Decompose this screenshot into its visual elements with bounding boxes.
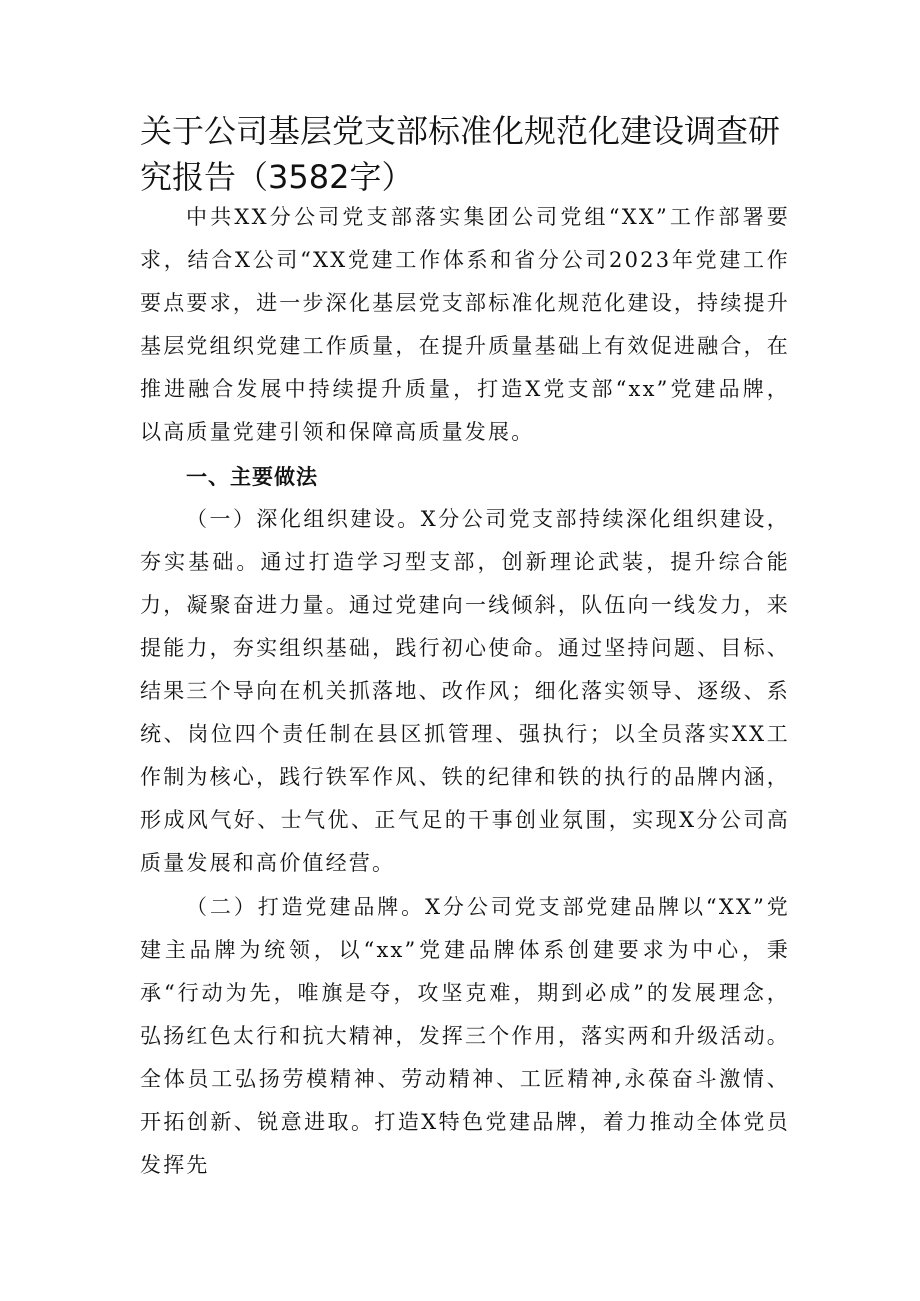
intro-paragraph: 中共XX分公司党支部落实集团公司党组“XX”工作部署要求，结合X公司“XX党建工作体系和省分公司2023年党建工作要点要求，进一步深化基层党支部标准化规范化建设，持续提升基层党组织党建工作质量，在提升质量基础上有效促进融合，在推进融合发展中持续提升质量，打造X党支部“xx”党建品牌，以高质量党建引领和保障高质量发展。 [140, 205, 790, 444]
section-heading-main-practices: 一、主要做法 [186, 465, 318, 489]
paragraph-organization-building: （一）深化组织建设。X分公司党支部持续深化组织建设，夯实基础。通过打造学习型支部，创新理论武装，提升综合能力，凝聚奋进力量。通过党建向一线倾斜，队伍向一线发力，来提能力，夯实组织基础，践行初心使命。通过坚持问题、目标、结果三个导向在机关抓落地、改作风；细化落实领导、逐级、系统、岗位四个责任制在县区抓管理、强执行；以全员落实XX工作制为核心，践行铁军作风、铁的纪律和铁的执行的品牌内涵，形成风气好、士气优、正气足的干事创业氛围，实现X分公司高质量发展和高价值经营。 [140, 507, 790, 875]
paragraph-party-brand: （二）打造党建品牌。X分公司党支部党建品牌以“XX”党建主品牌为统领，以“xx”党建品牌体系创建要求为中心，秉承“行动为先，唯旗是夺，攻坚克难，期到必成”的发展理念，弘扬红色太行和抗大精神，发挥三个作用，落实两和升级活动。全体员工弘扬劳模精神、劳动精神、工匠精神,永葆奋斗激情、开拓创新、锐意进取。打造X特色党建品牌，着力推动全体党员发挥先 [140, 895, 790, 1177]
document-title: 关于公司基层党支部标准化规范化建设调查研究报告（3582字） [140, 112, 781, 196]
